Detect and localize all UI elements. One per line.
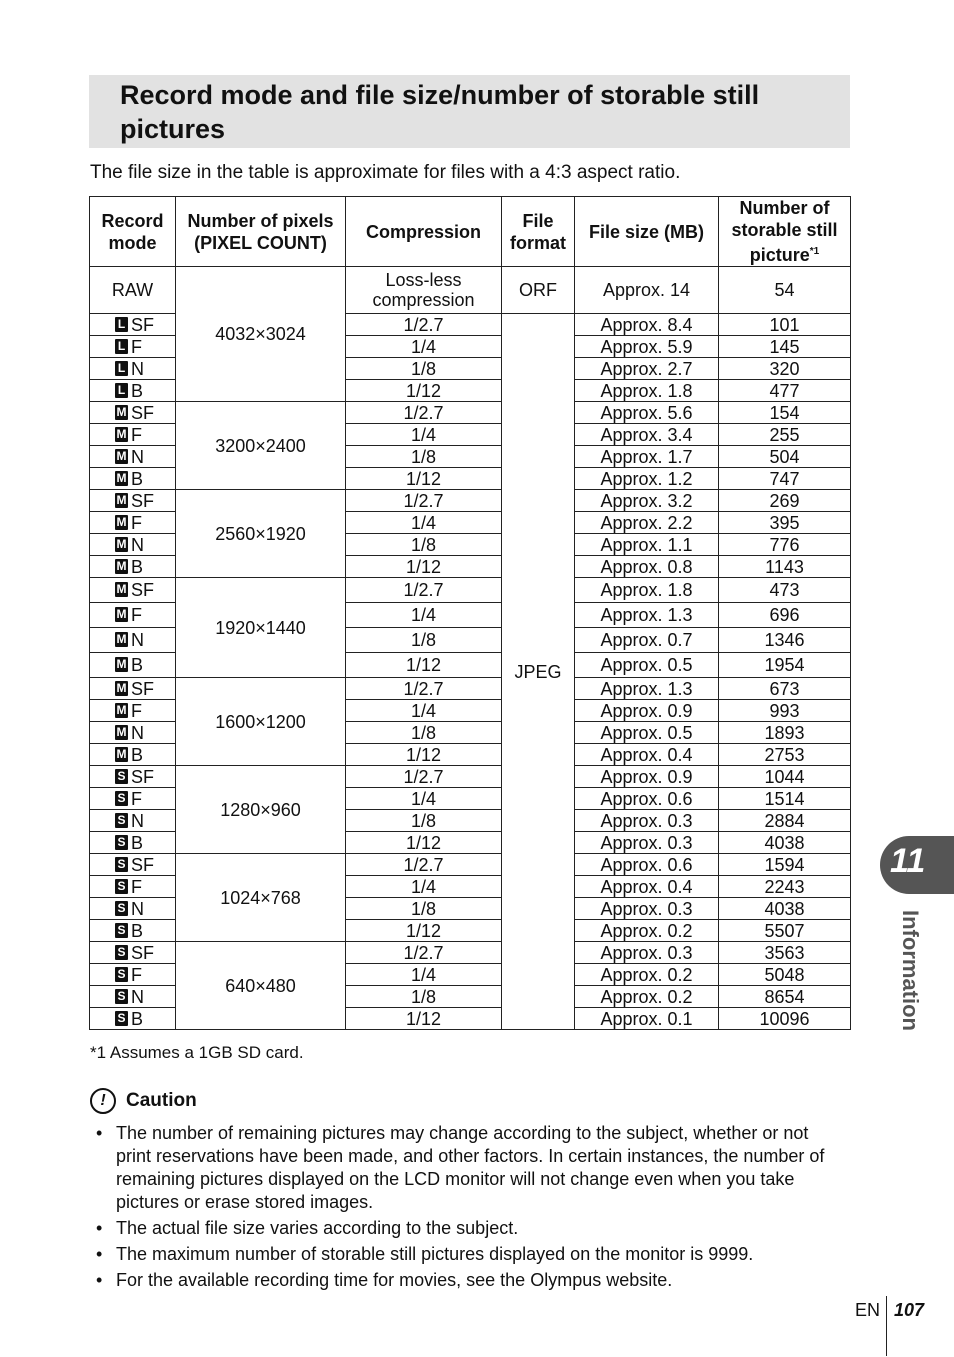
mode-quality-label: N [131,810,144,831]
cell-compression: 1/2.7 [346,854,502,876]
cell-compression: 1/4 [346,788,502,810]
cell-pixels: 1280×960 [176,766,346,854]
cell-count: 2753 [719,744,851,766]
cell-mode [90,986,176,1008]
cell-count: 3563 [719,942,851,964]
cell-compression: 1/8 [346,898,502,920]
caution-item: • The actual file size varies according to the subject. [96,1217,848,1240]
cell-compression: 1/2.7 [346,766,502,788]
mode-quality-label: SF [131,854,155,875]
mode-quality-label: B [131,468,144,489]
cell-mode [90,653,176,678]
cell-format: JPEG [502,314,575,1030]
cell-pixels: 1600×1200 [176,678,346,766]
caution-item: • The maximum number of storable still pictures displayed on the monitor is 9999. [96,1243,848,1266]
image-size-m-icon: M [116,448,127,463]
footnote: *1 Assumes a 1GB SD card. [90,1043,304,1062]
cell-count: 1044 [719,766,851,788]
cell-count: 776 [719,534,851,556]
cell-size: Approx. 0.5 [575,722,719,744]
table-row [90,402,851,424]
cell-count: 5048 [719,964,851,986]
image-size-m-icon: M [116,746,127,761]
cell-size: Approx. 0.8 [575,556,719,578]
mode-quality-label: SF [131,678,155,699]
cell-compression: 1/12 [346,380,502,402]
mode-quality-label: SF [131,314,155,335]
cell-size: Approx. 0.5 [575,653,719,678]
cell-count: 101 [719,314,851,336]
mode-quality-label: F [131,424,142,445]
cell-compression: 1/8 [346,358,502,380]
caution-item: • For the available recording time for movies, see the Olympus website. [96,1269,848,1292]
cell-count: 1143 [719,556,851,578]
cell-count: 5507 [719,920,851,942]
header-storable-count-label: Number of storable still picture [731,198,838,265]
image-size-l-icon: L [115,361,128,376]
cell-size: Approx. 0.9 [575,700,719,722]
mode-quality-label: B [131,556,144,577]
cell-count: 145 [719,336,851,358]
cell-count: 10096 [719,1008,851,1030]
cell-size: Approx. 0.4 [575,876,719,898]
cell-mode: RAW [90,267,176,314]
mode-quality-label: F [131,700,142,721]
page-number: 107 [894,1300,925,1320]
cell-count: 395 [719,512,851,534]
cell-compression: 1/2.7 [346,678,502,700]
cell-count: 1893 [719,722,851,744]
cell-size: Approx. 0.2 [575,986,719,1008]
image-size-s-icon: S [115,923,128,938]
image-size-m-icon: M [116,558,127,573]
header-storable-count [719,197,851,267]
cell-compression: 1/4 [346,424,502,446]
mode-quality-label: F [131,512,142,533]
cell-compression: 1/12 [346,744,502,766]
cell-compression: 1/8 [346,446,502,468]
cell-size: Approx. 0.2 [575,920,719,942]
table-header-row [90,197,851,267]
mode-quality-label: F [131,336,142,357]
image-size-s-icon: S [115,835,128,850]
cell-mode [90,964,176,986]
page-title: Record mode and file size/number of storable still pictures [120,80,760,144]
cell-compression: 1/12 [346,468,502,490]
cell-compression: 1/2.7 [346,490,502,512]
chapter-number: 11 [890,842,926,880]
footer-divider [886,1296,887,1356]
cell-size: Approx. 0.2 [575,964,719,986]
mode-quality-label: F [131,876,142,897]
header-footnote-marker: *1 [809,246,820,257]
mode-quality-label: F [131,964,142,985]
cell-size: Approx. 2.7 [575,358,719,380]
cell-size: Approx. 0.6 [575,788,719,810]
cell-count: 4038 [719,898,851,920]
image-size-m-icon: M [116,702,127,717]
cell-count: 1514 [719,788,851,810]
language-code: EN [855,1300,881,1320]
image-size-s-icon: S [115,879,128,894]
record-mode-table [89,196,851,1030]
cell-format: ORF [502,267,575,314]
cell-mode [90,898,176,920]
cell-mode [90,578,176,603]
cell-compression: 1/12 [346,832,502,854]
cell-mode [90,628,176,653]
table-row [90,942,851,964]
mode-quality-label: N [131,534,144,555]
cell-count: 1346 [719,628,851,653]
header-pixels: Number of pixels (PIXEL COUNT) [176,197,346,267]
cell-size: Approx. 1.8 [575,380,719,402]
cell-size: Approx. 1.3 [575,603,719,628]
cell-compression: 1/12 [346,920,502,942]
image-size-m-icon: M [116,514,127,529]
mode-quality-label: SF [131,766,155,787]
cell-size: Approx. 0.3 [575,810,719,832]
cell-mode [90,920,176,942]
cell-size: Approx. 5.9 [575,336,719,358]
image-size-m-icon: M [116,426,127,441]
cell-size: Approx. 0.1 [575,1008,719,1030]
image-size-s-icon: S [115,945,128,960]
exclamation-circle-icon: ! [90,1088,116,1114]
cell-size: Approx. 3.2 [575,490,719,512]
cell-mode [90,832,176,854]
table-row [90,678,851,700]
table-row-raw [90,267,851,314]
cell-size: Approx. 0.9 [575,766,719,788]
mode-quality-label: F [131,605,142,625]
cell-mode [90,512,176,534]
cell-count: 269 [719,490,851,512]
image-size-m-icon: M [116,607,127,621]
cell-count: 255 [719,424,851,446]
cell-pixels: 2560×1920 [176,490,346,578]
cell-size: Approx. 0.3 [575,898,719,920]
header-file-format: File format [502,197,575,267]
cell-compression: 1/2.7 [346,578,502,603]
image-size-m-icon: M [116,492,127,507]
cell-size: Approx. 14 [575,267,719,314]
mode-quality-label: F [131,788,142,809]
cell-mode [90,1008,176,1030]
mode-quality-label: N [131,722,144,743]
cell-compression: 1/8 [346,986,502,1008]
cell-size: Approx. 0.4 [575,744,719,766]
cell-size: Approx. 0.6 [575,854,719,876]
cell-count: 504 [719,446,851,468]
mode-quality-label: B [131,380,144,401]
mode-quality-label: N [131,630,144,650]
caution-heading [90,1088,197,1114]
mode-quality-label: N [131,446,144,467]
image-size-m-icon: M [116,657,127,671]
intro-text: The file size in the table is approximate for files with a 4:3 aspect ratio. [90,162,681,183]
cell-compression: 1/2.7 [346,942,502,964]
cell-size: Approx. 0.7 [575,628,719,653]
cell-count: 696 [719,603,851,628]
mode-quality-label: B [131,920,144,941]
cell-size: Approx. 1.8 [575,578,719,603]
cell-compression: 1/12 [346,556,502,578]
cell-count: 473 [719,578,851,603]
cell-mode [90,678,176,700]
cell-compression: 1/8 [346,628,502,653]
cell-count: 8654 [719,986,851,1008]
cell-count: 54 [719,267,851,314]
image-size-s-icon: S [115,857,128,872]
mode-quality-label: N [131,986,144,1007]
cell-count: 747 [719,468,851,490]
image-size-m-icon: M [116,680,127,695]
cell-mode [90,603,176,628]
mode-quality-label: B [131,832,144,853]
cell-count: 4038 [719,832,851,854]
image-size-l-icon: L [115,317,128,332]
cell-mode [90,380,176,402]
cell-mode [90,788,176,810]
cell-size: Approx. 3.4 [575,424,719,446]
cell-compression: 1/2.7 [346,314,502,336]
cell-compression: 1/4 [346,876,502,898]
cell-pixels: 1920×1440 [176,578,346,678]
image-size-s-icon: S [115,901,128,916]
image-size-s-icon: S [115,813,128,828]
chapter-side-label: Information [898,910,923,1031]
header-record-mode: Record mode [90,197,176,267]
cell-mode [90,876,176,898]
cell-compression: 1/8 [346,534,502,556]
image-size-m-icon: M [116,404,127,419]
cell-size: Approx. 1.3 [575,678,719,700]
cell-compression: 1/12 [346,653,502,678]
cell-compression: 1/4 [346,700,502,722]
cell-count: 993 [719,700,851,722]
table-row [90,490,851,512]
cell-count: 2884 [719,810,851,832]
caution-list [96,1122,848,1295]
cell-compression: Loss-less compression [346,267,502,314]
cell-pixels: 1024×768 [176,854,346,942]
table-row [90,766,851,788]
cell-pixels: 640×480 [176,942,346,1030]
cell-mode [90,446,176,468]
mode-quality-label: SF [131,402,155,423]
cell-mode [90,314,176,336]
image-size-m-icon: M [116,632,127,646]
cell-compression: 1/12 [346,1008,502,1030]
cell-size: Approx. 8.4 [575,314,719,336]
mode-quality-label: B [131,744,144,765]
cell-count: 673 [719,678,851,700]
image-size-s-icon: S [115,769,128,784]
mode-quality-label: B [131,655,144,675]
cell-compression: 1/4 [346,512,502,534]
cell-mode [90,534,176,556]
cell-size: Approx. 2.2 [575,512,719,534]
cell-mode [90,556,176,578]
cell-mode [90,700,176,722]
cell-mode [90,358,176,380]
cell-size: Approx. 5.6 [575,402,719,424]
cell-count: 1954 [719,653,851,678]
table-row [90,854,851,876]
caution-label: Caution [126,1090,197,1111]
cell-count: 320 [719,358,851,380]
cell-compression: 1/4 [346,603,502,628]
cell-mode [90,722,176,744]
mode-quality-label: SF [131,942,155,963]
cell-mode [90,744,176,766]
cell-mode [90,942,176,964]
mode-quality-label: SF [131,490,155,511]
cell-compression: 1/8 [346,722,502,744]
cell-pixels: 4032×3024 [176,267,346,402]
table-body [90,267,851,1030]
cell-mode [90,336,176,358]
image-size-l-icon: L [115,339,128,354]
cell-pixels: 3200×2400 [176,402,346,490]
mode-quality-label: N [131,898,144,919]
mode-quality-label: B [131,1008,144,1029]
image-size-m-icon: M [116,470,127,485]
image-size-m-icon: M [116,536,127,551]
mode-quality-label: N [131,358,144,379]
caution-item: • The number of remaining pictures may change according to the subject, whether or not print reservations have been made, and other factors. In certain instances, the number of remaining pictures displayed on the LCD monitor will not change even when you take pictures or erase stored images. [96,1122,848,1214]
cell-count: 2243 [719,876,851,898]
mode-quality-label: SF [131,580,155,600]
header-file-size: File size (MB) [575,197,719,267]
cell-compression: 1/4 [346,336,502,358]
cell-size: Approx. 1.7 [575,446,719,468]
image-size-l-icon: L [115,383,128,398]
cell-mode [90,810,176,832]
cell-size: Approx. 1.1 [575,534,719,556]
cell-mode [90,854,176,876]
cell-count: 477 [719,380,851,402]
cell-compression: 1/4 [346,964,502,986]
cell-size: Approx. 0.3 [575,942,719,964]
cell-compression: 1/8 [346,810,502,832]
cell-size: Approx. 0.3 [575,832,719,854]
image-size-m-icon: M [116,582,127,596]
cell-mode [90,490,176,512]
cell-mode [90,766,176,788]
image-size-s-icon: S [115,1011,128,1026]
cell-mode [90,468,176,490]
cell-compression: 1/2.7 [346,402,502,424]
cell-mode [90,424,176,446]
image-size-s-icon: S [115,967,128,982]
cell-count: 1594 [719,854,851,876]
table-row [90,578,851,603]
image-size-s-icon: S [115,791,128,806]
image-size-s-icon: S [115,989,128,1004]
cell-count: 154 [719,402,851,424]
cell-mode [90,402,176,424]
cell-size: Approx. 1.2 [575,468,719,490]
image-size-m-icon: M [116,724,127,739]
header-compression: Compression [346,197,502,267]
